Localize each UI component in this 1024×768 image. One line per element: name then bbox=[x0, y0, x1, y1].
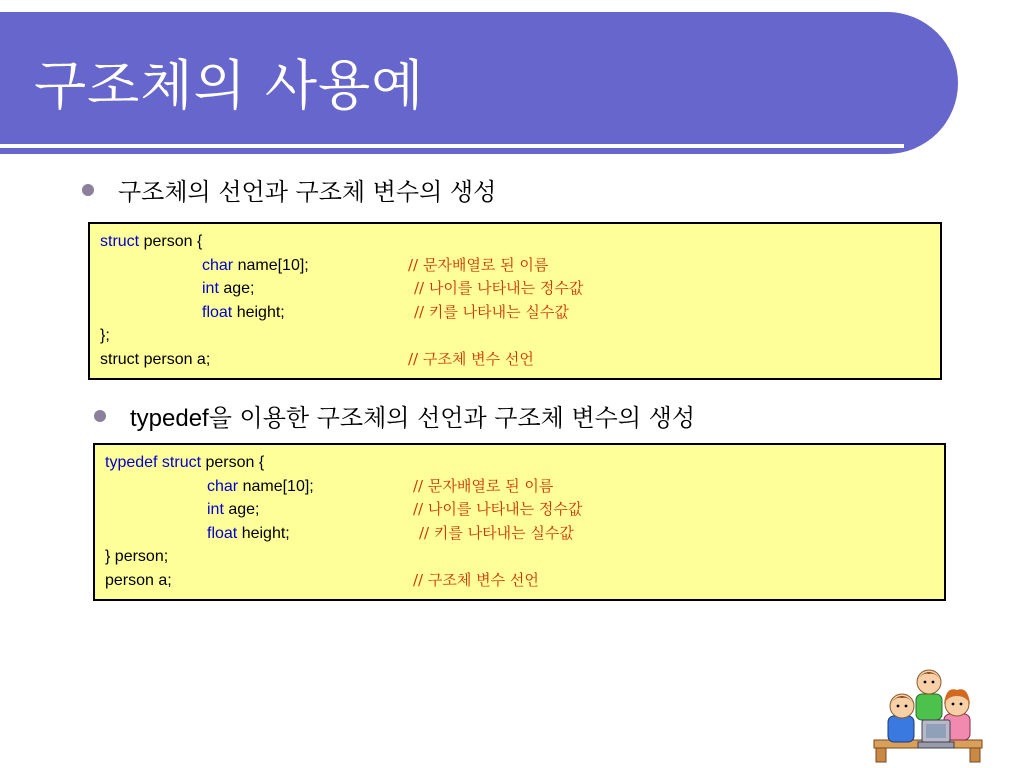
code-line bbox=[100, 348, 930, 372]
code-comment: // 구조체 변수 선언 bbox=[408, 349, 534, 368]
code-text: age; bbox=[218, 280, 255, 297]
code-comment: // 구조체 변수 선언 bbox=[413, 570, 539, 589]
bullet-text-latin: typedef bbox=[130, 405, 209, 432]
clipart-svg bbox=[872, 664, 984, 764]
code-line bbox=[100, 301, 930, 325]
code-keyword: struct bbox=[100, 233, 140, 250]
bullet-text-rest: 을 이용한 구조체의 선언과 구조체 변수의 생성 bbox=[208, 404, 696, 432]
bullet-dot-icon bbox=[82, 184, 94, 196]
code-comment: // 나이를 나타내는 정수값 bbox=[413, 500, 583, 518]
code-line: }; bbox=[100, 327, 110, 344]
children-at-computer-clipart bbox=[872, 664, 984, 764]
code-block-struct bbox=[88, 222, 942, 380]
code-keyword: int bbox=[202, 280, 219, 297]
code-text: name[10]; bbox=[238, 477, 314, 495]
code-text: name[10]; bbox=[233, 256, 309, 274]
code-keyword: float bbox=[207, 524, 238, 542]
code-keyword: char bbox=[207, 477, 239, 495]
code-block-typedef bbox=[93, 443, 946, 601]
bullet-text bbox=[130, 398, 695, 433]
code-text: person { bbox=[201, 454, 265, 471]
code-keyword: typedef struct bbox=[105, 454, 202, 471]
title-banner bbox=[0, 12, 958, 154]
code-line bbox=[100, 254, 930, 278]
code-line bbox=[105, 451, 934, 475]
code-comment: // 문자배열로 된 이름 bbox=[408, 255, 549, 274]
bullet-item-2 bbox=[94, 398, 695, 433]
code-comment: // 키를 나타내는 실수값 bbox=[414, 302, 569, 321]
bullet-dot-icon bbox=[94, 410, 106, 422]
code-line bbox=[100, 230, 930, 254]
code-line bbox=[105, 498, 934, 522]
code-text: person a; bbox=[105, 571, 172, 589]
bullet-item-1 bbox=[82, 172, 496, 207]
code-line: } person; bbox=[105, 548, 169, 565]
code-keyword: int bbox=[207, 501, 224, 518]
code-text: height; bbox=[232, 303, 285, 321]
code-text: age; bbox=[223, 501, 260, 518]
title-underline bbox=[0, 144, 904, 148]
code-comment: // 문자배열로 된 이름 bbox=[413, 476, 554, 495]
code-line bbox=[100, 277, 930, 301]
code-line bbox=[105, 569, 934, 593]
code-keyword: char bbox=[202, 256, 234, 274]
slide-title: 구조체의 사용예 bbox=[34, 54, 425, 117]
code-line bbox=[105, 522, 934, 546]
code-text: person { bbox=[139, 233, 203, 250]
code-text: height; bbox=[237, 524, 290, 542]
bullet-text: 구조체의 선언과 구조체 변수의 생성 bbox=[118, 178, 497, 206]
code-comment: // 나이를 나타내는 정수값 bbox=[414, 279, 584, 297]
code-line bbox=[105, 475, 934, 499]
code-keyword: float bbox=[202, 303, 233, 321]
code-text: struct person a; bbox=[100, 350, 211, 368]
code-comment: // 키를 나타내는 실수값 bbox=[419, 523, 574, 542]
